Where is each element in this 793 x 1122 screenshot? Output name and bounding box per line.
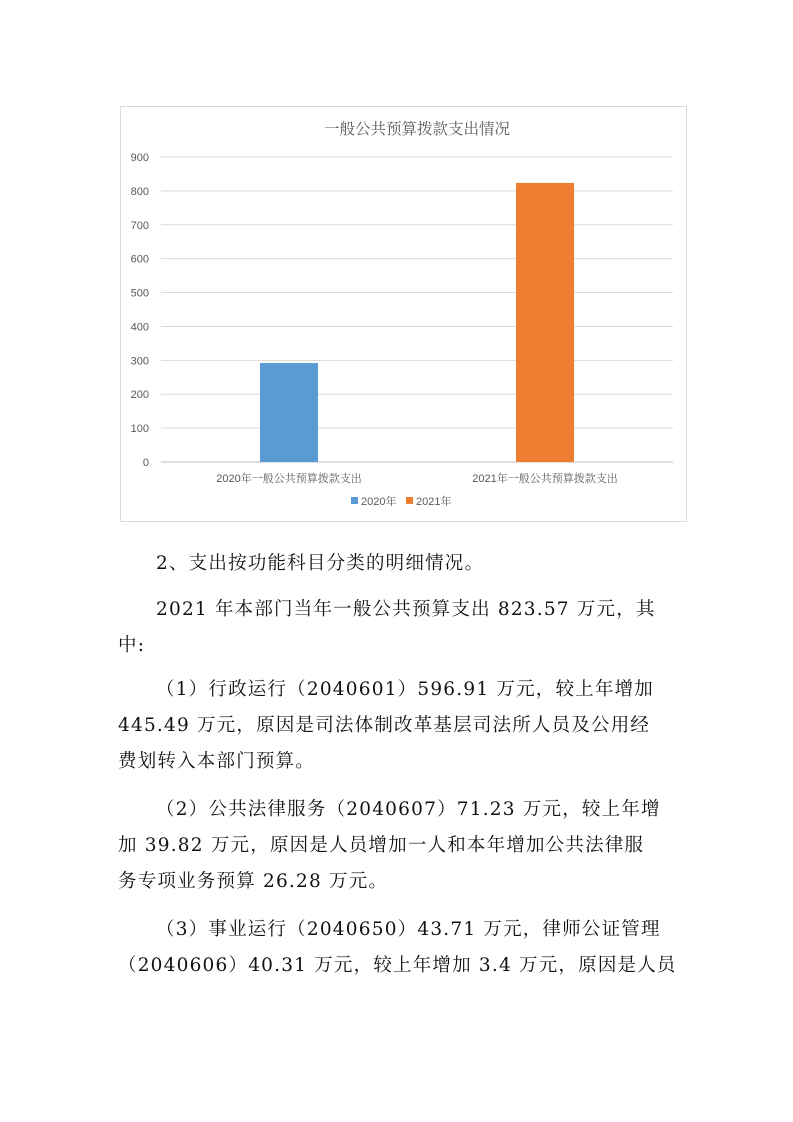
paragraph-line: 加 39.82 万元，原因是人员增加一人和本年增加公共法律服 xyxy=(118,835,645,856)
y-tick-label: 500 xyxy=(130,287,149,300)
paragraph-item-3 xyxy=(118,912,677,984)
x-tick-label: 2020年一般公共预算拨款支出 xyxy=(216,473,362,485)
paragraph-item-1 xyxy=(118,672,658,780)
y-tick-label: 600 xyxy=(130,253,149,266)
paragraph-line: （2040606）40.31 万元，较上年增加 3.4 万元，原因是人员 xyxy=(118,955,677,976)
x-tick-label: 2021年一般公共预算拨款支出 xyxy=(472,473,618,485)
paragraph-line: （3）事业运行（2040650）43.71 万元，律师公证管理 xyxy=(156,919,661,940)
bar-2020年 xyxy=(260,363,318,462)
legend-label: 2021年 xyxy=(416,496,452,508)
chart-svg xyxy=(121,107,688,523)
y-tick-label: 100 xyxy=(130,423,149,436)
paragraph-line: （1）行政运行（2040601）596.91 万元，较上年增加 xyxy=(156,679,654,700)
chart-title: 一般公共预算拨款支出情况 xyxy=(323,121,511,138)
paragraph-line: 445.49 万元，原因是司法体制改革基层司法所人员及公用经 xyxy=(118,715,651,736)
y-tick-label: 900 xyxy=(130,152,149,164)
section-heading-block xyxy=(118,546,658,582)
paragraph-line: 务专项业务预算 26.28 万元。 xyxy=(118,871,389,892)
legend-swatch xyxy=(351,497,358,504)
y-tick-label: 800 xyxy=(130,185,149,198)
y-tick-label: 700 xyxy=(130,219,149,232)
paragraph-item-2 xyxy=(118,792,661,900)
legend-swatch xyxy=(406,497,413,504)
paragraph-line: （2）公共法律服务（2040607）71.23 万元，较上年增 xyxy=(156,799,661,820)
paragraph-line: 费划转入本部门预算。 xyxy=(118,751,316,772)
y-tick-label: 300 xyxy=(130,355,149,368)
paragraph-line: 2021 年本部门当年一般公共预算支出 823.57 万元，其 xyxy=(156,599,656,620)
y-tick-label: 400 xyxy=(130,321,149,334)
bar-2021年 xyxy=(516,183,574,462)
legend-label: 2020年 xyxy=(361,496,397,508)
paragraph-line: 中: xyxy=(118,635,146,656)
section-heading: 2、支出按功能科目分类的明细情况。 xyxy=(156,553,485,574)
expenditure-chart xyxy=(120,106,687,522)
y-tick-label: 200 xyxy=(130,389,149,402)
paragraph-summary xyxy=(118,592,658,664)
y-tick-label: 0 xyxy=(142,457,149,469)
